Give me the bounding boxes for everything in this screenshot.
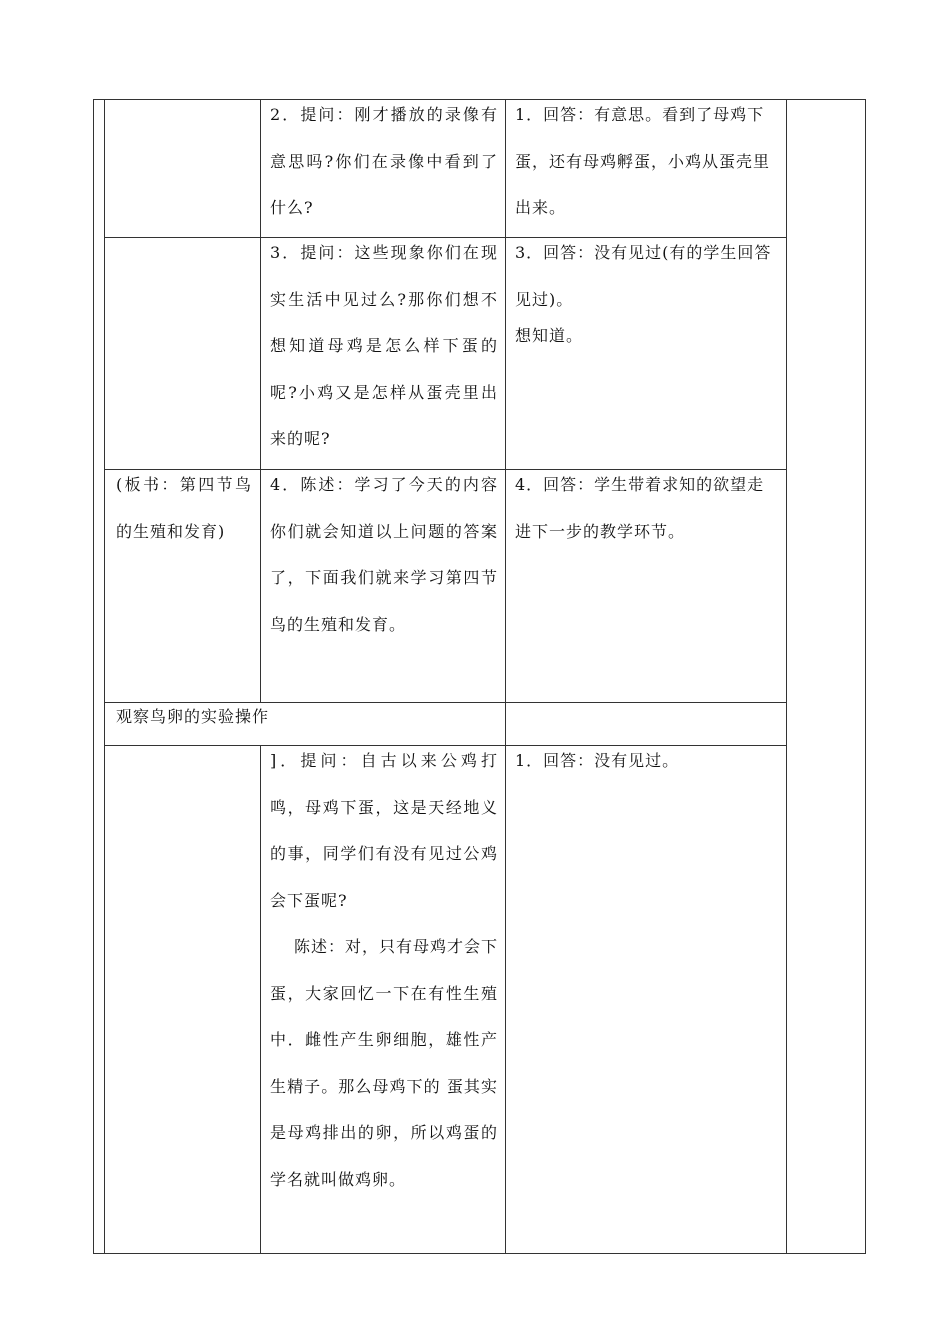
row2-student-activity [515,230,777,359]
row2-student-answer-2: 想知道。 [515,326,584,345]
row5-statement: 陈述：对，只有母鸡才会下蛋，大家回忆一下在有性生殖中．雌性产生卵细胞，雄性产生精子。那么母鸡下的 蛋其实是母鸡排出的卵，所以鸡蛋的学名就叫做鸡卵。 [270,937,499,1189]
row3-student-activity: 4．回答：学生带着求知的欲望走进下一步的教学环节。 [515,475,765,541]
row2-student-answer: 3．回答：没有见过(有的学生回答见过)。 [515,243,772,309]
row1-student-activity: 1．回答：有意思。看到了母鸡下蛋，还有母鸡孵蛋，小鸡从蛋壳里出来。 [515,105,771,217]
table-column-divider-2 [505,99,506,1254]
section-heading: 观察鸟卵的实验操作 [116,707,270,726]
table-column-divider-1 [260,99,261,702]
row1-teacher-activity: 2．提问：刚才播放的录像有意思吗?你们在录像中看到了什么? [270,105,498,217]
row3-teacher-activity: 4．陈述：学习了今天的内容你们就会知道以上问题的答案了，下面我们就来学习第四节鸟的生殖和发育。 [270,475,498,634]
table-border-inner-left [104,99,105,1254]
row5-question: ]．提问：自古以来公鸡打鸣，母鸡下蛋，这是天经地义的事，同学们有没有见过公鸡会下蛋呢? [270,751,498,910]
row3-board-note: (板书：第四节鸟的生殖和发育) [116,475,252,541]
row5-teacher-activity [270,738,498,1203]
row2-teacher-activity: 3．提问：这些现象你们在现实生活中见过么?那你们想不想知道母鸡是怎么样下蛋的呢?小鸡又是怎样从蛋壳里出来的呢? [270,243,498,448]
table-column-divider-1b [260,745,261,1254]
table-border-inner-right [786,99,787,1254]
row5-student-activity: 1．回答：没有见过。 [515,751,680,770]
